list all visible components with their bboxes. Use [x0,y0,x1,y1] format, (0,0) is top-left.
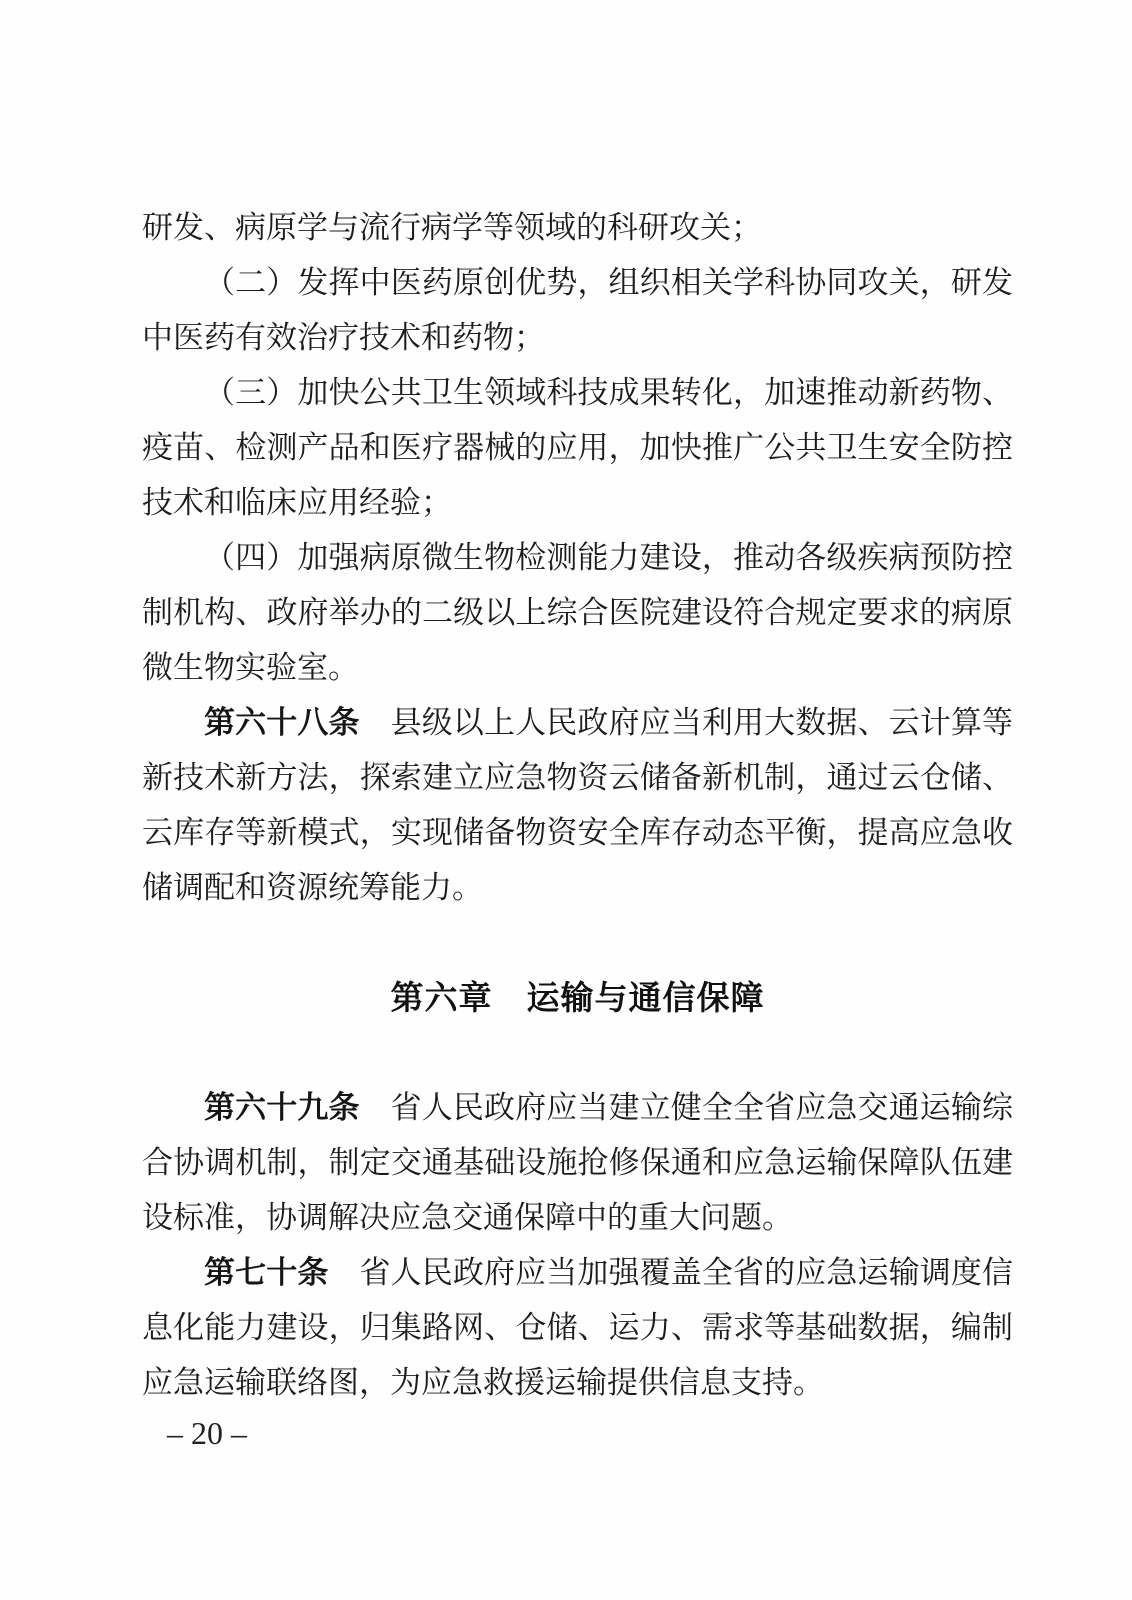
paragraph-article-70 [142,1245,1013,1410]
article-68-text: 县级以上人民政府应当利用大数据、云计算等新技术新方法，探索建立应急物资云储备新机制，通过云仓储、云库存等新模式，实现储备物资安全库存动态平衡，提高应急收储调配和资源统筹能力。 [142,705,1013,905]
paragraph-item-3: （三）加快公共卫生领域科技成果转化，加速推动新药物、疫苗、检测产品和医疗器械的应用，加快推广公共卫生安全防控技术和临床应用经验； [142,375,1013,520]
article-68-number-label: 第六十八条 [204,705,360,740]
paragraph-continuation: 研发、病原学与流行病学等领域的科研攻关； [142,210,762,245]
article-69-text: 省人民政府应当建立健全全省应急交通运输综合协调机制，制定交通基础设施抢修保通和应急运输保障队伍建设标准，协调解决应急交通保障中的重大问题。 [142,1090,1013,1235]
article-70-number-label: 第七十条 [204,1255,329,1290]
paragraph-article-68 [142,695,1013,915]
paragraph-article-69 [142,1080,1013,1245]
paragraph-item-2: （二）发挥中医药原创优势，组织相关学科协同攻关，研发中医药有效治疗技术和药物； [142,265,1013,355]
article-70-text: 省人民政府应当加强覆盖全省的应急运输调度信息化能力建设，归集路网、仓储、运力、需求等基础数据，编制应急运输联络图，为应急救援运输提供信息支持。 [142,1255,1013,1400]
article-69-number-label: 第六十九条 [204,1090,360,1125]
chapter-6-heading: 第六章 运输与通信保障 [390,979,765,1016]
page-number: – 20 – [167,1415,247,1451]
paragraph-item-4: （四）加强病原微生物检测能力建设，推动各级疾病预防控制机构、政府举办的二级以上综合医院建设符合规定要求的病原微生物实验室。 [142,540,1013,685]
